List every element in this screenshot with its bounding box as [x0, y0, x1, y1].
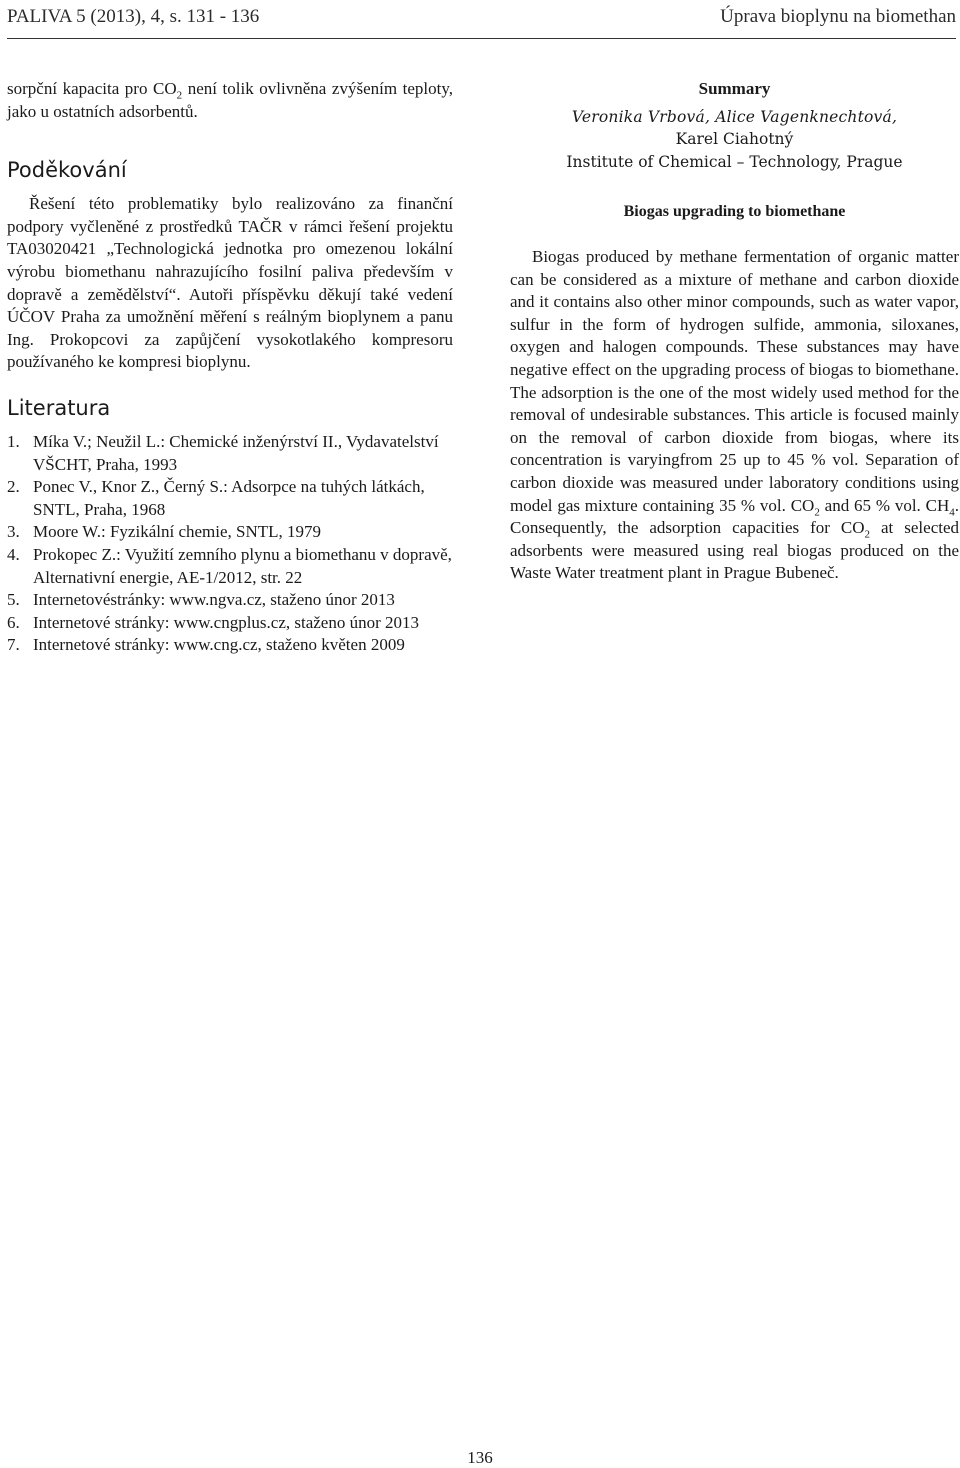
literature-heading: Literatura	[7, 395, 111, 420]
abstract-part-4: at selected adsorbents were measured using real biogas produced on the Waste Water treatment plant in Prague Bubeneč.	[510, 518, 960, 583]
left-column	[7, 78, 453, 657]
reference-text: Moore W.: Fyzikální chemie, SNTL, 1979	[33, 522, 322, 542]
subscript-ch4: 4	[949, 505, 955, 518]
right-column	[510, 78, 959, 585]
reference-text: Internetové stránky: www.cng.cz, staženo květen 2009	[33, 635, 405, 655]
subscript-co2-b: 2	[864, 528, 871, 541]
abstract-text	[510, 246, 959, 585]
acknowledgement-heading: Poděkování	[7, 158, 127, 183]
reference-item	[7, 612, 453, 635]
abstract-part-2: and 65 % vol. CH	[819, 495, 950, 515]
reference-text: Ponec V., Knor Z., Černý S.: Adsorpce na tuhých látkách, SNTL, Praha, 1968	[33, 477, 425, 519]
reference-number: 4.	[7, 544, 20, 564]
acknowledgement-section	[7, 157, 453, 374]
reference-item	[7, 476, 453, 521]
intro-text-a: sorpční kapacita pro CO	[7, 79, 177, 98]
reference-list	[7, 431, 453, 657]
intro-paragraph	[7, 78, 453, 123]
summary-heading: Summary	[698, 79, 771, 98]
intro-subscript: 2	[176, 89, 183, 102]
authors-line-1: Veronika Vrbová, Alice Vagenknechtová,	[571, 107, 898, 126]
intro-text-b: není tolik ovlivněna zvýšením teploty, jako u ostatních adsorbentů.	[7, 79, 453, 121]
reference-number: 7.	[7, 635, 20, 655]
english-title: Biogas upgrading to biomethane	[623, 203, 846, 221]
abstract-part-1: Biogas produced by methane fermentation of organic matter can be considered as a mixture of methane and carbon dioxide and it contains also other minor compounds, such as water vapor, sulfur in the form of hydrogen sulfide, ammonia, siloxanes, oxygen and halogen compounds. These substances may have negative effect on the upgrading process of biogas to biomethane. The adsorption is the one of the most widely used method for the removal of undesirable substances. This article is focused mainly on the removal of carbon dioxide from biogas, where its concentration is varyingfrom 25 up to 45 % vol. Separation of carbon dioxide was measured under laboratory conditions using model gas mixture containing 35 % vol. CO	[510, 246, 959, 515]
institute: Institute of Chemical – Technology, Prague	[566, 152, 903, 171]
subscript-co2-a: 2	[814, 505, 820, 518]
reference-item	[7, 544, 453, 589]
page-number: 136	[467, 1448, 493, 1467]
reference-number: 5.	[7, 590, 20, 610]
running-header	[7, 0, 956, 39]
article-short-title: Úprava bioplynu na biomethan	[720, 6, 956, 27]
abstract-part-3: . Consequently, the adsorption capacities for CO	[510, 495, 960, 538]
authors-line-2: Karel Ciahotný	[675, 130, 794, 149]
reference-number: 2.	[7, 477, 20, 497]
acknowledgement-text: Řešení této problematiky bylo realizováno za finanční podpory vyčleněné z prostředků TAČR v rámci řešení projektu TA03020421 „Technologická jednotka pro omezenou lokální výrobu biomethanu nahrazujícího fosilní paliva především v dopravě a zemědělství“. Autoři příspěvku děkují také vedení ÚČOV Praha za umožnění měření s reálným bioplynem a panu Ing. Prokopcovi za zapůjčení vysokotlakého kompresoru používaného ke kompresi bioplynu.	[7, 194, 453, 372]
reference-number: 3.	[7, 522, 20, 542]
reference-text: Míka V.; Neužil L.: Chemické inženýrství II., Vydavatelství VŠCHT, Praha, 1993	[33, 431, 439, 474]
journal-citation: PALIVA 5 (2013), 4, s. 131 - 136	[7, 6, 260, 27]
reference-text: Prokopec Z.: Využití zemního plynu a biomethanu v dopravě, Alternativní energie, AE-1/2012, str. 22	[33, 544, 452, 587]
reference-text: Internetovéstránky: www.ngva.cz, staženo únor 2013	[33, 590, 395, 610]
reference-number: 1.	[7, 431, 20, 451]
reference-text: Internetové stránky: www.cngplus.cz, staženo únor 2013	[33, 612, 420, 632]
reference-item	[7, 521, 453, 544]
reference-item	[7, 431, 453, 476]
reference-number: 6.	[7, 612, 20, 632]
reference-item	[7, 589, 453, 612]
reference-item	[7, 634, 453, 657]
